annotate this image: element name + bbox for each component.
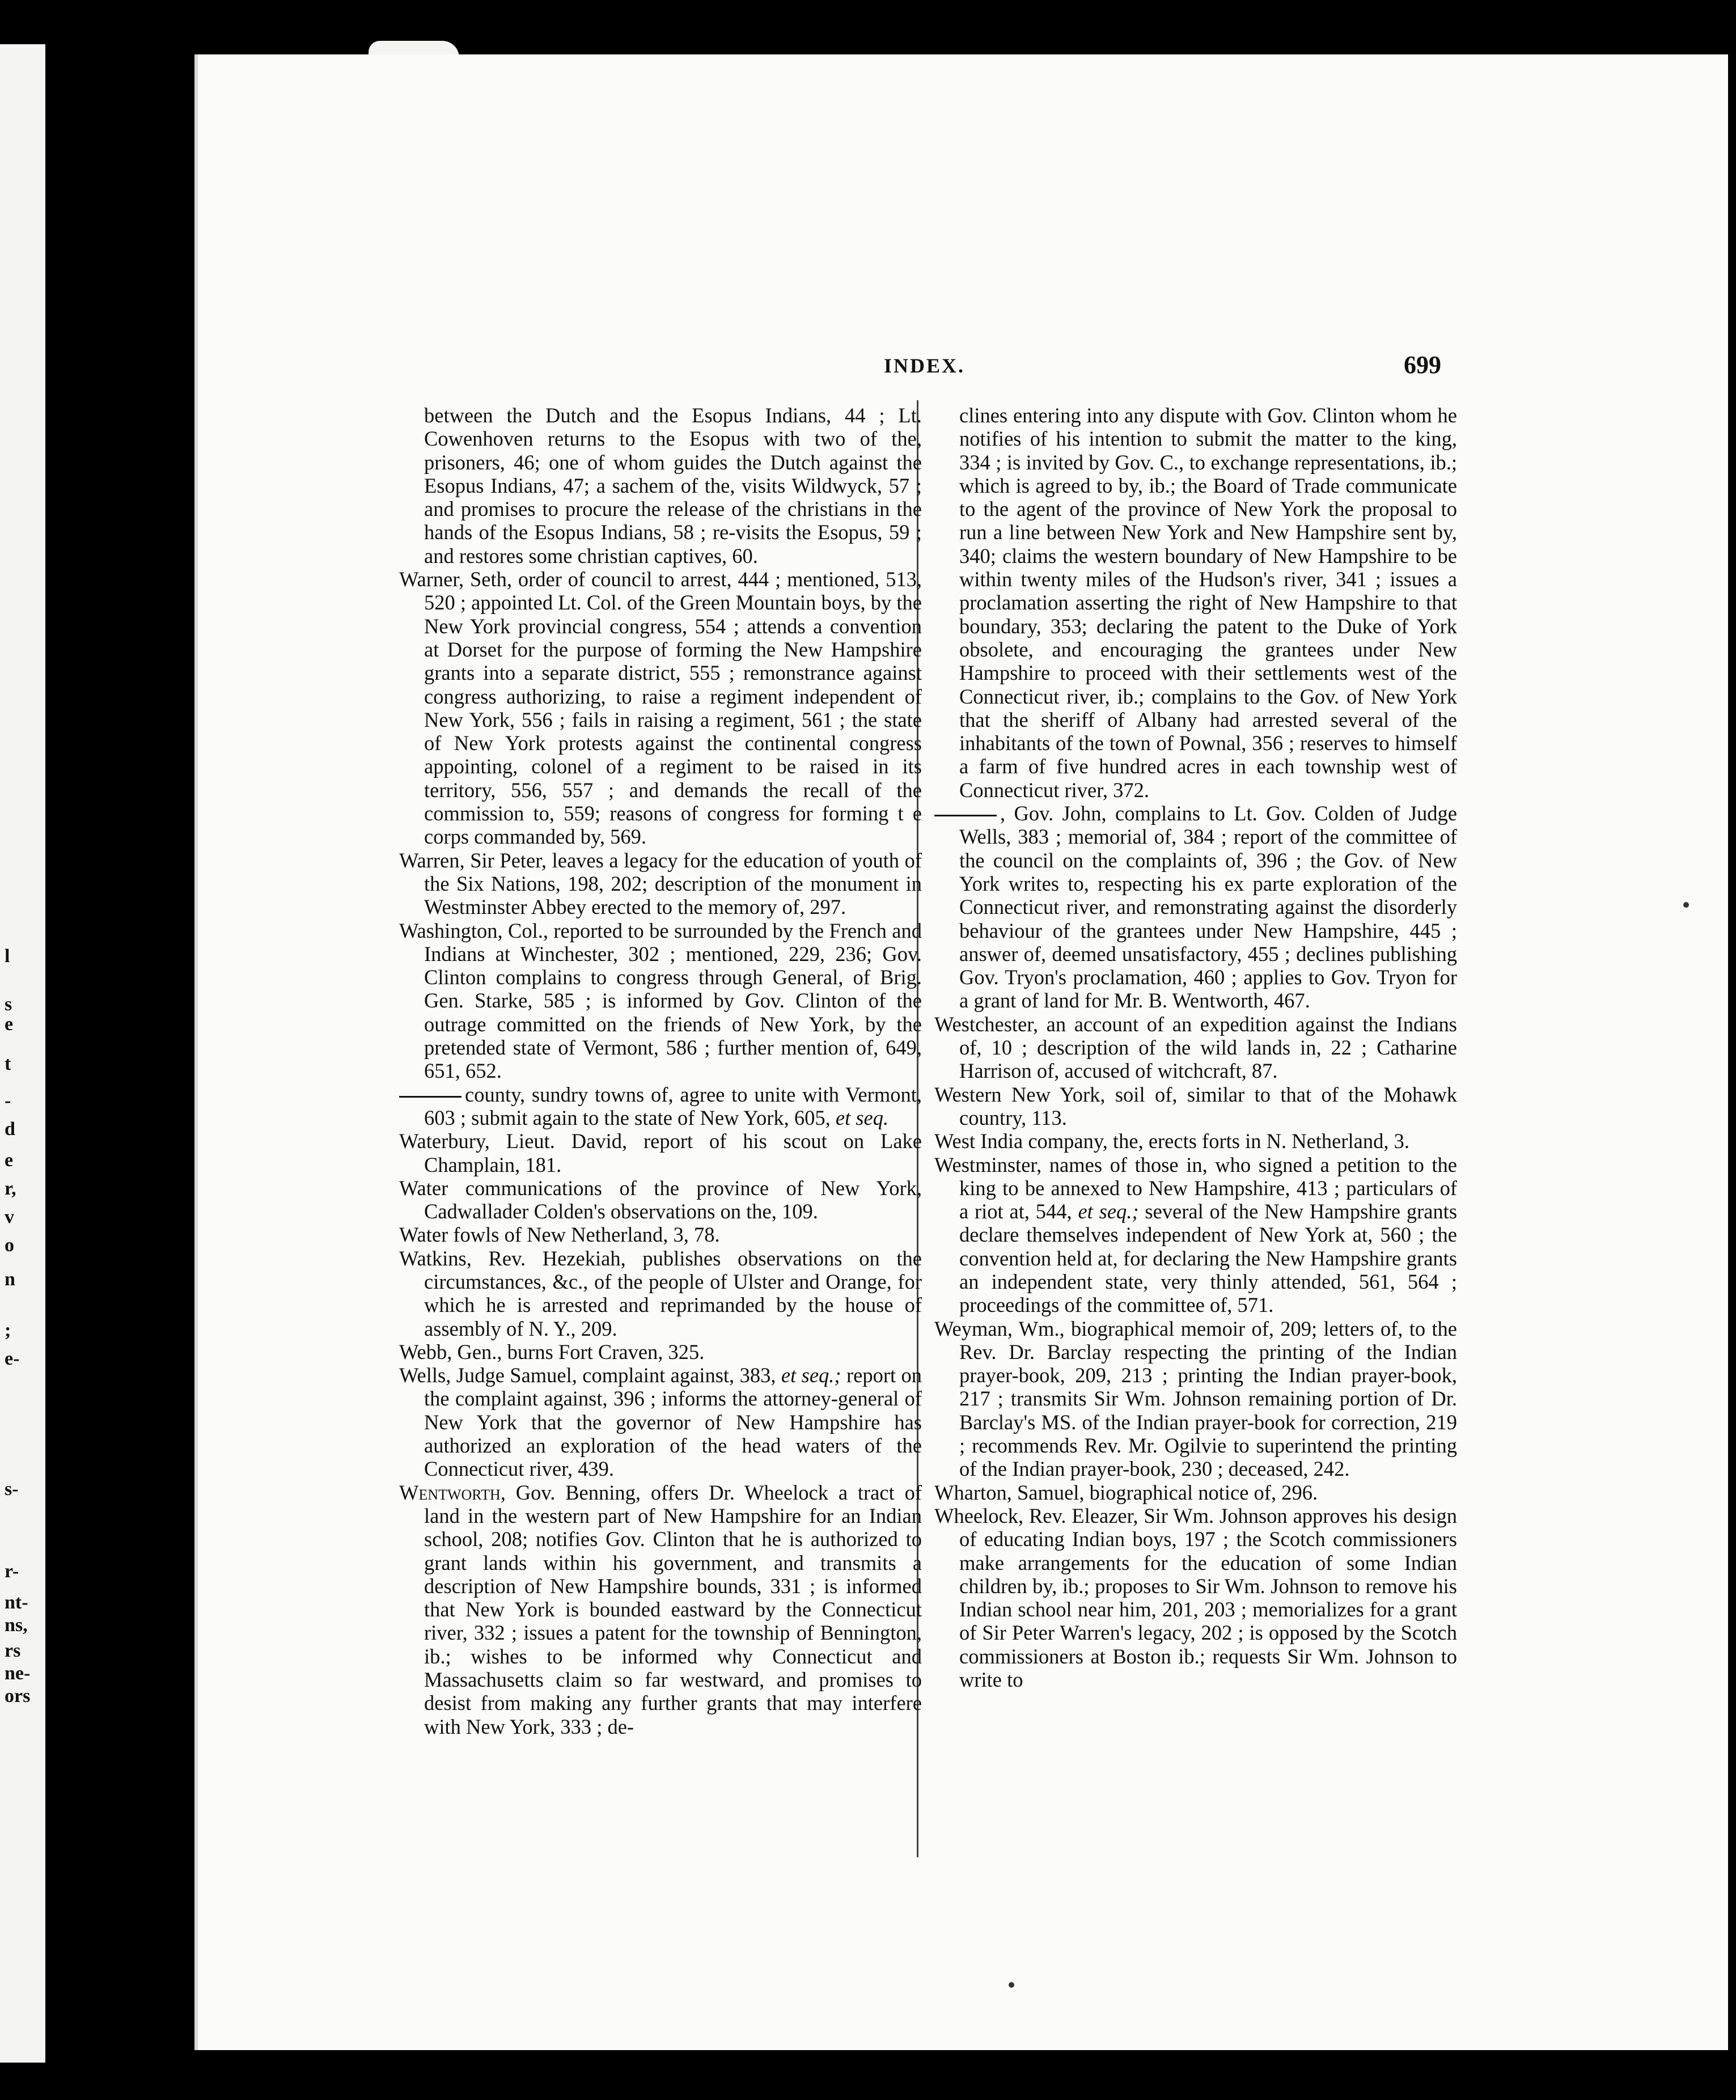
- running-title: INDEX.: [884, 354, 966, 377]
- index-entry: [934, 1083, 1457, 1130]
- left-column: [399, 404, 922, 1738]
- margin-fragment: n: [5, 1269, 15, 1290]
- margin-fragment: ns,: [5, 1615, 28, 1636]
- entry-text: West India company, the, erects forts in N. Netherland, 3.: [934, 1129, 1409, 1153]
- entry-text: between the Dutch and the Esopus Indians, 44 ; Lt. Cowenhoven returns to the Esopus with two of the, prisoners, 46; one of whom guides the Dutch against the Esopus Indians, 47; a sachem of the, visits Wildwyck, 57 ; and promises to procure the release of the christians in the hands of the Esopus Indians, 58 ; re-visits the Esopus, 59 ; and restores some christian captives, 60.: [424, 404, 922, 568]
- margin-fragment: s-: [5, 1479, 19, 1500]
- index-entry: [934, 1153, 1457, 1317]
- margin-fragment: r-: [5, 1561, 19, 1582]
- repeat-dash: [399, 1096, 461, 1098]
- entry-text: Watkins, Rev. Hezekiah, publishes observations on the circumstances, &c., of the people of Ulster and Orange, for which he is arrested and reprimanded by the house of assembly of N. Y., 209.: [399, 1246, 922, 1340]
- margin-fragment: ne-: [5, 1663, 31, 1684]
- adjacent-page-strip: [0, 44, 45, 2063]
- entry-text: Warren, Sir Peter, leaves a legacy for the education of youth of the Six Nations, 198, 202; description of the monument in Westminster Abbey erected to the memory of, 297.: [399, 848, 922, 919]
- margin-fragment: o: [5, 1235, 14, 1256]
- index-entry: [399, 919, 922, 1083]
- entry-text: , Gov. John, complains to Lt. Gov. Colden of Judge Wells, 383 ; memorial of, 384 ; report of the committee of the council on the complaints of, 396 ; the Gov. of New York writes to, respecting his ex parte exploration of the Connecticut river, and remonstrating against the disorderly behaviour of the grantees under New Hampshire, 445 ; answer of, deemed unsatisfactory, 455 ; declines publishing Gov. Tryon's proclamation, 460 ; applies to Gov. Tryon for a grant of land for Mr. B. Wentworth, 467.: [959, 802, 1457, 1013]
- index-entry: [399, 1364, 922, 1480]
- margin-fragment: e-: [5, 1348, 20, 1369]
- index-entry: [399, 849, 922, 919]
- margin-fragment: nt-: [5, 1592, 28, 1613]
- entry-text: Western New York, soil of, similar to that of the Mohawk country, 113.: [934, 1082, 1457, 1129]
- margin-fragment: d: [5, 1119, 15, 1140]
- entry-text: Waterbury, Lieut. David, report of his scout on Lake Champlain, 181.: [399, 1129, 922, 1176]
- entry-text: Wells, Judge Samuel, complaint against, 383,: [399, 1364, 776, 1387]
- entry-italic: et seq.;: [1078, 1200, 1139, 1223]
- margin-fragment: rs: [5, 1640, 21, 1661]
- index-entry: [934, 404, 1457, 802]
- entry-text: county, sundry towns of, agree to unite with Vermont, 603 ; submit again to the state of New York, 605,: [424, 1082, 922, 1129]
- index-entry: [934, 1013, 1457, 1083]
- margin-fragment: ors: [5, 1686, 31, 1707]
- entry-text: Water fowls of New Netherland, 3, 78.: [399, 1223, 720, 1247]
- margin-fragment: v: [5, 1206, 14, 1227]
- page-number: 699: [1404, 351, 1441, 379]
- entry-heading: Wentworth: [399, 1480, 501, 1504]
- entry-text: clines entering into any dispute with Gov. Clinton whom he notifies of his intention to submit the matter to the king, 334 ; is invited by Gov. C., to exchange representations, ib.; which is agreed to by, ib.; the Board of Trade communicate to the agent of the province of New York the proposal to run a line between New York and New Hampshire sent by, 340; claims the western boundary of New Hampshire to be within twenty miles of the Hudson's river, 341 ; issues a proclamation asserting the right of New Hampshire to that boundary, 353; declaring the patent to the Duke of York obsolete, and encouraging the grantees under New Hampshire to proceed with their settlements west of the Connecticut river, ib.; complains to the Gov. of New York that the sheriff of Albany had arrested several of the inhabitants of the town of Pownal, 356 ; reserves to himself a farm of five hundred acres in each township west of Connecticut river, 372.: [959, 404, 1457, 802]
- index-entry: [934, 1504, 1457, 1691]
- entry-text: Water communications of the province of New York, Cadwallader Colden's observations on the, 109.: [399, 1176, 922, 1223]
- index-entry: [399, 1083, 922, 1130]
- ink-speck: [1683, 902, 1689, 908]
- entry-italic: et seq.: [835, 1106, 889, 1129]
- index-entry: [934, 1481, 1457, 1504]
- index-entry: [399, 1176, 922, 1223]
- entry-text: Warner, Seth, order of council to arrest, 444 ; mentioned, 513, 520 ; appointed Lt. Col. of the Green Mountain boys, by the New York provincial congress, 554 ; attends a convention at Dorset for the purpose of forming the New Hampshire grants into a separate district, 555 ; remonstrance against congress authorizing, to raise a regiment independent of New York, 556 ; fails in raising a regiment, 561 ; the state of New York protests against the continental congress appointing, colonel of a regiment to be raised in its territory, 556, 557 ; and demands the recall of the commission to, 559; reasons of congress for forming t e corps commanded by, 569.: [399, 568, 922, 849]
- index-entry: [934, 1129, 1457, 1153]
- index-entry: [399, 1247, 922, 1340]
- margin-fragment: -: [5, 1090, 11, 1111]
- index-entry: [399, 1129, 922, 1176]
- entry-text: Weyman, Wm., biographical memoir of, 209; letters of, to the Rev. Dr. Barclay respecting the printing of the Indian prayer-book, 209, 213 ; printing the Indian prayer-book, 217 ; transmits Sir Wm. Johnson remaining portion of Dr. Barclay's MS. of the Indian prayer-book for correction, 219 ; recommends Rev. Mr. Ogilvie to superintend the printing of the Indian prayer-book, 230 ; deceased, 242.: [934, 1316, 1457, 1481]
- margin-fragment: s: [5, 994, 12, 1015]
- margin-fragment: e: [5, 1150, 14, 1171]
- index-entry: [399, 1223, 922, 1246]
- margin-fragment: t: [5, 1053, 11, 1074]
- entry-text: report on the complaint against, 396 ; informs the attorney-general of New York that the governor of New Hampshire has authorized an exploration of the head waters of the Connecticut river, 439.: [424, 1364, 922, 1481]
- margin-fragment: r,: [5, 1178, 16, 1199]
- index-entry: [934, 802, 1457, 1013]
- right-column: [934, 404, 1457, 1691]
- running-head: [198, 350, 1731, 384]
- entry-text: Washington, Col., reported to be surrounded by the French and Indians at Winchester, 302 ; mentioned, 229, 236; Gov. Clinton complains to congress through General, of Brig. Gen. Starke, 585 ; is informed by Gov. Clinton of the outrage committed on the friends of New York, by the pretended state of Vermont, 586 ; further mention of, 649, 651, 652.: [399, 918, 922, 1083]
- index-entry: [399, 1340, 922, 1364]
- index-entry: [399, 1481, 922, 1738]
- entry-text: Westminster, names of those in, who signed a petition to the king to be annexed to New Hampshire, 413 ; particulars of a riot at, 544,: [934, 1153, 1457, 1223]
- ink-speck: [1009, 1982, 1014, 1988]
- entry-text: , Gov. Benning, offers Dr. Wheelock a tract of land in the western part of New Hampshire for an Indian school, 208; notifies Gov. Clinton that he is authorized to grant lands within his government, and transmits a description of New Hampshire bounds, 331 ; is informed that New York is bounded eastward by the Connecticut river, 332 ; issues a patent for the township of Bennington, ib.; wishes to be informed why Connecticut and Massachusetts claim so far westward, and promises to desist from making any further grants that may interfere with New York, 333 ; de-: [424, 1480, 922, 1738]
- index-entry: [399, 404, 922, 568]
- margin-fragment: l: [5, 946, 10, 967]
- index-page: [194, 54, 1728, 2050]
- entry-text: Webb, Gen., burns Fort Craven, 325.: [399, 1340, 705, 1364]
- repeat-dash: [934, 815, 997, 816]
- entry-text: several of the New Hampshire grants declare themselves independent of New York at, 560 ; the convention held at, for declaring the New Hampshire grants an independent state, very thinly attended, 561, 564 ; proceedings of the committee of, 571.: [959, 1200, 1458, 1317]
- margin-fragment: e: [5, 1014, 14, 1035]
- entry-text: Wharton, Samuel, biographical notice of, 296.: [934, 1480, 1318, 1504]
- entry-italic: et seq.;: [781, 1364, 841, 1387]
- entry-text: Wheelock, Rev. Eleazer, Sir Wm. Johnson approves his design of educating Indian boys, 197 ; the Scotch commissioners make arrangements for the education of some Indian children by, ib.; proposes to Sir Wm. Johnson to remove his Indian school near him, 201, 203 ; memorializes for a grant of Sir Peter Warren's legacy, 202 ; is opposed by the Scotch commissioners at Boston ib.; requests Sir Wm. Johnson to write to: [934, 1504, 1457, 1692]
- index-entry: [399, 568, 922, 849]
- entry-text: Westchester, an account of an expedition against the Indians of, 10 ; description of the wild lands in, 22 ; Catharine Harrison of, accused of witchcraft, 87.: [934, 1012, 1457, 1083]
- margin-fragment: ;: [5, 1320, 11, 1341]
- index-entry: [934, 1317, 1457, 1481]
